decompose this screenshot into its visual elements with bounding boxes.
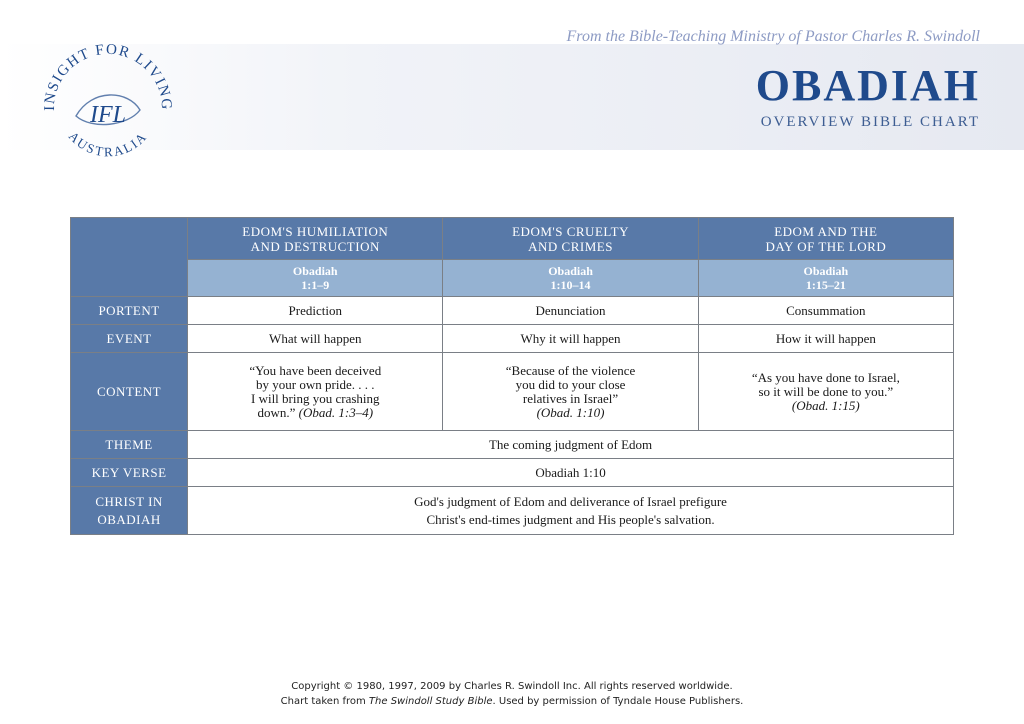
copyright-line: Copyright © 1980, 1997, 2009 by Charles R. Swindoll Inc. All rights reserved worldwide. <box>291 681 733 692</box>
key-verse-cell: Obadiah 1:10 <box>188 459 954 487</box>
christ-cell: God's judgment of Edom and deliverance of Israel prefigure Christ's end-times judgment and His people's salvation. <box>188 487 954 535</box>
event-cell: How it will happen <box>698 325 953 353</box>
section-reference: Obadiah 1:1–9 <box>188 260 443 297</box>
row-label-event: EVENT <box>71 325 188 353</box>
section-heading: EDOM AND THE DAY OF THE LORD <box>698 218 953 260</box>
portent-row <box>71 297 954 325</box>
section-heading-row <box>71 218 954 260</box>
logo-text-bottom: AUSTRALIA <box>65 128 151 160</box>
content-row <box>71 353 954 431</box>
row-label-theme: THEME <box>71 431 188 459</box>
section-reference: Obadiah 1:10–14 <box>443 260 698 297</box>
svg-text:AUSTRALIA <box>66 128 150 159</box>
ministry-tagline: From the Bible-Teaching Ministry of Pastor Charles R. Swindoll <box>566 28 980 45</box>
portent-cell: Consummation <box>698 297 953 325</box>
key-verse-row <box>71 459 954 487</box>
logo-text-top: INSIGHT FOR LIVING <box>41 41 175 112</box>
theme-row <box>71 431 954 459</box>
event-cell: What will happen <box>188 325 443 353</box>
portent-cell: Prediction <box>188 297 443 325</box>
row-label-key-verse: KEY VERSE <box>71 459 188 487</box>
permission-line: Chart taken from The Swindoll Study Bible. Used by permission of Tyndale House Publishers. <box>280 696 744 707</box>
content-citation: (Obad. 1:3–4) <box>298 404 374 420</box>
content-cell: “As you have done to Israel, so it will be done to you.” (Obad. 1:15) <box>698 353 953 431</box>
page-subtitle: OVERVIEW BIBLE CHART <box>760 114 980 130</box>
portent-cell: Denunciation <box>443 297 698 325</box>
theme-cell: The coming judgment of Edom <box>188 431 954 459</box>
reference-row <box>71 260 954 297</box>
svg-text:INSIGHT FOR LIVING <box>42 42 174 111</box>
insight-for-living-logo <box>32 30 184 182</box>
corner-cell <box>71 218 188 297</box>
content-citation: (Obad. 1:10) <box>536 404 605 420</box>
overview-chart-table <box>70 217 954 535</box>
page-title: OBADIAH <box>755 61 980 110</box>
event-row <box>71 325 954 353</box>
section-heading: EDOM'S HUMILIATION AND DESTRUCTION <box>188 218 443 260</box>
content-cell: “You have been deceived by your own pride. . . . I will bring you crashing down.” (Obad. 1:3–4) <box>188 353 443 431</box>
content-citation: (Obad. 1:15) <box>791 397 860 413</box>
study-bible-title: The Swindoll Study Bible <box>368 696 493 707</box>
logo-monogram: IFL <box>90 102 126 128</box>
section-heading: EDOM'S CRUELTY AND CRIMES <box>443 218 698 260</box>
row-label-christ: CHRIST IN OBADIAH <box>71 487 188 535</box>
christ-row <box>71 487 954 535</box>
event-cell: Why it will happen <box>443 325 698 353</box>
section-reference: Obadiah 1:15–21 <box>698 260 953 297</box>
content-cell: “Because of the violence you did to your close relatives in Israel” (Obad. 1:10) <box>443 353 698 431</box>
row-label-content: CONTENT <box>71 353 188 431</box>
row-label-portent: PORTENT <box>71 297 188 325</box>
